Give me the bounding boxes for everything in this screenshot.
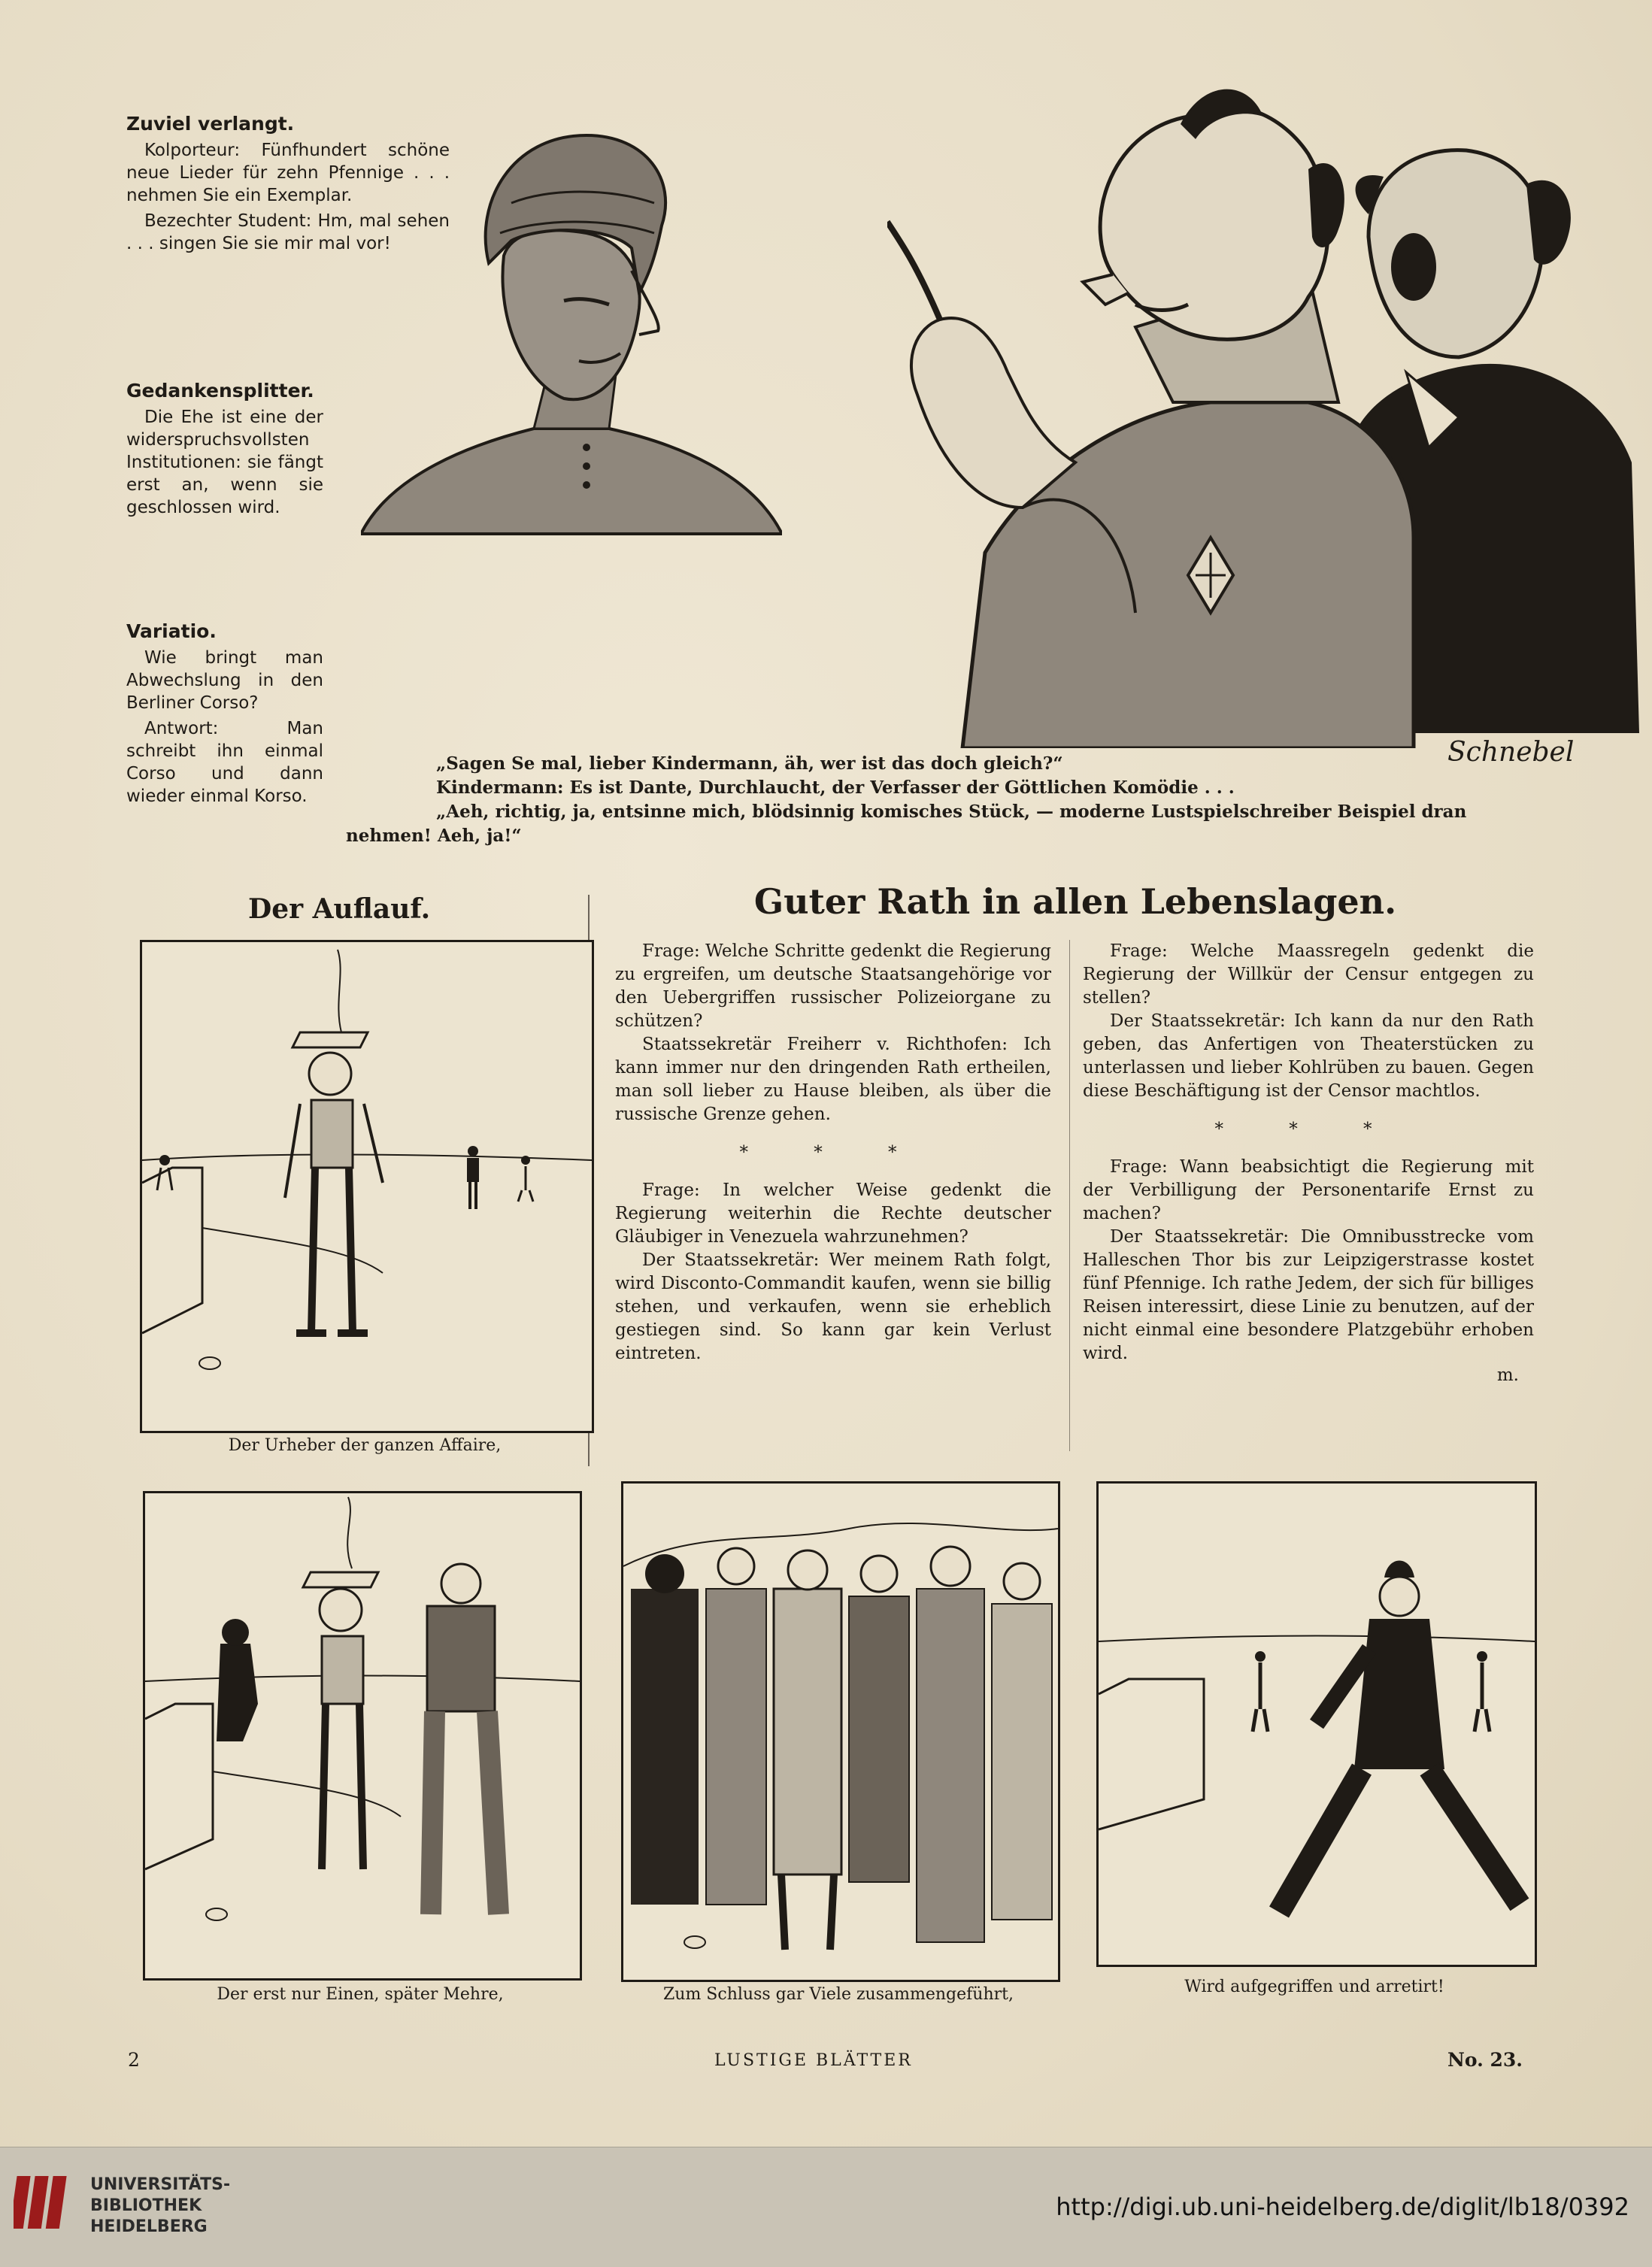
note-title: Variatio. [126,620,217,642]
library-footer-bar [0,2147,1652,2267]
note-variatio [126,620,323,808]
auflauf-caption-3: Zum Schluss gar Viele zusammengeführt, [663,1985,1014,2004]
rath-paragraph: Frage: In welcher Weise gedenkt die Regierung weiterhin die Rechte deutscher Gläubiger in Venezuela wahrzunehmen? [615,1180,1051,1247]
library-logo-icon [14,2169,81,2236]
auflauf-caption-2: Der erst nur Einen, später Mehre, [217,1985,504,2004]
note-paragraph: Bezechter Student: Hm, mal sehen . . . singen Sie sie mir mal vor! [126,211,450,253]
section-separator: * * * [739,1143,927,1162]
page-number: 2 [128,2049,140,2071]
caption-line: nehmen! Aeh, ja!“ [346,826,522,846]
library-name [90,2175,230,2238]
library-name-line: UNIVERSITÄTS- [90,2175,231,2194]
cartoon-caption [346,752,1534,848]
rath-paragraph: Frage: Wann beabsichtigt die Regierung mit der Verbilligung der Personentarife Ernst zu machen? [1083,1157,1534,1223]
note-title: Gedankensplitter. [126,380,314,402]
auflauf-panel-3 [621,1481,1060,1982]
note-paragraph: Antwort: Man schreibt ihn einmal Corso und dann wieder einmal Korso. [126,719,323,806]
auflauf-panel-4 [1096,1481,1537,1967]
library-name-line: HEIDELBERG [90,2217,208,2236]
caption-line: „Sagen Se mal, lieber Kindermann, äh, wer ist das doch gleich?“ [436,753,1063,774]
auflauf-caption-4: Wird aufgegriffen und arretirt! [1184,1978,1444,1996]
rath-title: Guter Rath in allen Lebenslagen. [753,881,1397,922]
source-url-link[interactable]: http://digi.ub.uni-heidelberg.de/diglit/lb18/0392 [1056,2193,1629,2221]
dante-caricature-illustration [361,113,782,541]
note-title: Zuviel verlangt. [126,113,295,135]
section-separator: * * * [1214,1120,1402,1139]
note-gedankensplitter [126,380,323,519]
note-paragraph: Kolporteur: Fünfhundert schöne neue Lieder für zehn Pfennige . . . nehmen Sie ein Exemplar. [126,141,450,205]
rath-paragraph: Staatssekretär Freiherr v. Richthofen: Ich kann immer nur den dringenden Rath ertheilen, man soll lieber zu Hause bleiben, als über die russische Grenze gehen. [615,1035,1051,1124]
column-rule [1069,940,1070,1451]
rath-paragraph: Frage: Welche Maassregeln gedenkt die Regierung der Willkür der Censur entgegen zu stellen? [1083,941,1534,1008]
rath-column-1 [615,940,1051,1365]
caption-line: „Aeh, richtig, ja, entsinne mich, blödsinnig komisches Stück, — moderne Lustspielschreiber Beispiel dran [436,802,1467,822]
journal-name: LUSTIGE BLÄTTER [714,2051,913,2070]
rath-paragraph: Frage: Welche Schritte gedenkt die Regierung zu ergreifen, um deutsche Staatsangehörige vor den Uebergriffen russischer Polizeiorgane zu schützen? [615,941,1051,1031]
caption-line: Kindermann: Es ist Dante, Durchlaucht, der Verfasser der Göttlichen Komödie . . . [436,777,1235,798]
rath-paragraph: Der Staatssekretär: Ich kann da nur den Rath geben, das Anfertigen von Theaterstücken zu unterlassen und lieber Kohlrüben zu bauen. Gegen diese Beschäftigung ist der Censor machtlos. [1083,1011,1534,1101]
note-paragraph: Die Ehe ist eine der widerspruchsvollsten Institutionen: sie fängt erst an, wenn sie geschlossen wird. [126,408,323,517]
note-paragraph: Wie bringt man Abwechslung in den Berliner Corso? [126,648,323,713]
issue-number: No. 23. [1447,2049,1523,2071]
rath-signoff: m. [1496,1365,1519,1385]
auflauf-panel-1 [140,940,594,1433]
artist-signature-schnebel: Schnebel [1447,737,1575,768]
prince-and-kindermann-caricature [887,86,1647,748]
rath-paragraph: Der Staatssekretär: Wer meinem Rath folgt, wird Disconto-Commandit kaufen, wenn sie billig stehen, und verkaufen, wenn sie erheblich gestiegen sind. So kann gar kein Verlust eintreten. [615,1250,1051,1363]
auflauf-panel-2 [143,1491,582,1981]
rath-paragraph: Der Staatssekretär: Die Omnibusstrecke vom Halleschen Thor bis zur Leipzigerstrasse kostet fünf Pfennige. Ich rathe Jedem, der sich für billiges Reisen interessirt, diese Linie zu benutzen, auf der nicht einmal eine besondere Platzgebühr erhoben wird. [1083,1227,1534,1363]
auflauf-caption-1: Der Urheber der ganzen Affaire, [228,1436,502,1455]
library-name-line: BIBLIOTHEK [90,2196,202,2215]
auflauf-title: Der Auflauf. [248,893,431,925]
rath-column-2 [1083,940,1534,1385]
